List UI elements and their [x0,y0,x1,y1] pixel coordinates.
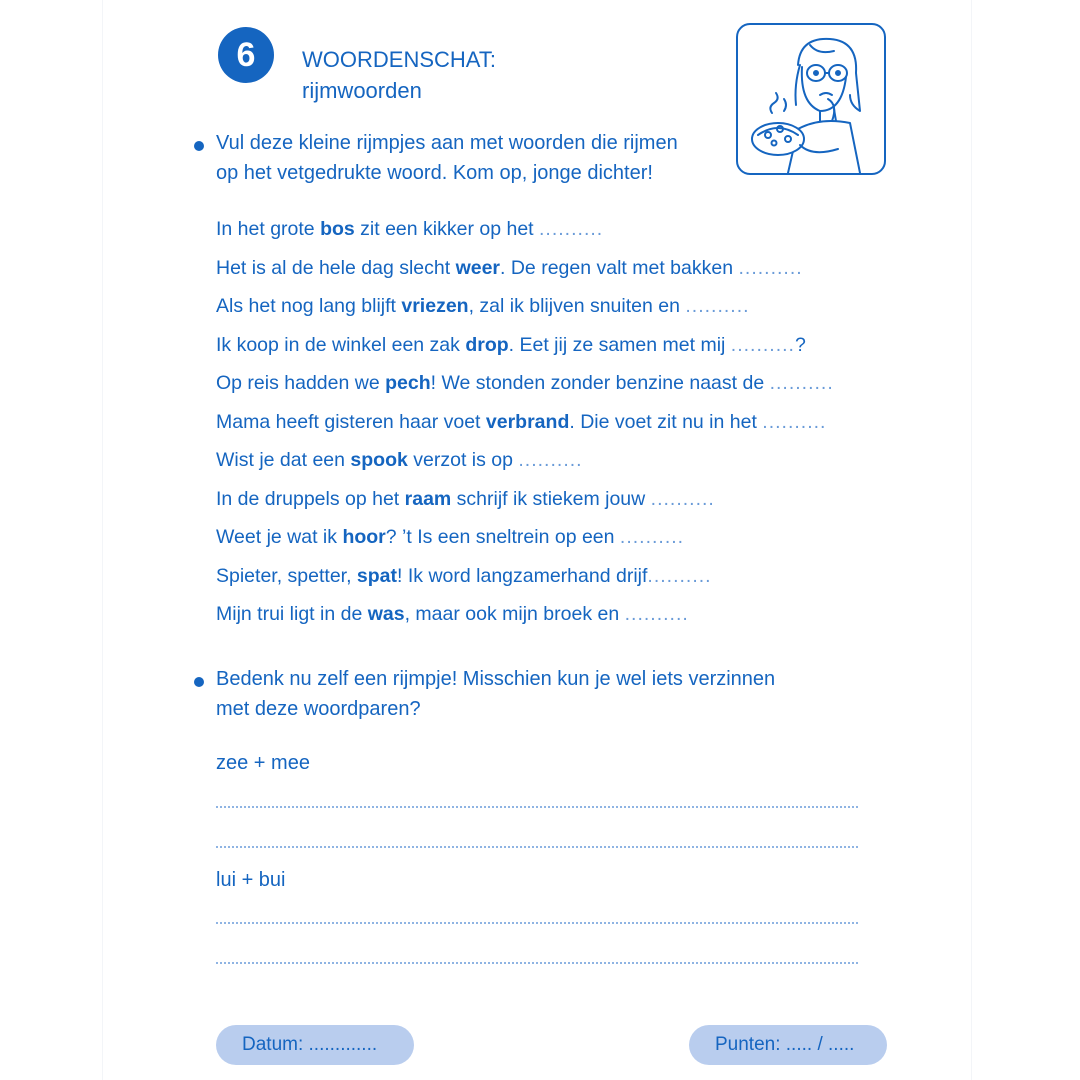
sentence-text: Wist je dat een [216,449,351,471]
sentence-row [216,287,896,326]
answer-blank[interactable]: .......... [647,564,712,587]
instruction-1-line-2: op het vetgedrukte woord. Kom op, jonge dichter! [216,162,653,184]
rhyme-word: vriezen [401,295,469,317]
sentence-row [216,595,896,634]
sentence-text: Op reis hadden we [216,372,386,394]
sentence-text: Spieter, spetter, [216,564,357,587]
sentence-row [216,364,896,403]
answer-blank[interactable]: .......... [762,410,827,433]
rhyme-word: spook [350,449,408,471]
score-field[interactable]: Punten: ..... / ..... [689,1025,887,1065]
answer-blank[interactable]: .......... [769,372,834,394]
girl-thinking-icon [738,25,884,173]
sentence-row [216,249,896,288]
exercise-number-badge: 6 [218,27,274,83]
sentence-text: Als het nog lang blijft [216,295,402,317]
sentence-text: . De regen valt met bakken [500,256,739,279]
word-pair-label: zee + mee [216,752,310,774]
answer-blank[interactable]: .......... [650,487,715,510]
sentence-text: In het grote [216,218,321,240]
sentence-text: verzot is op [407,449,519,471]
sentence-row [216,557,896,596]
answer-blank[interactable]: .......... [685,295,750,317]
answer-blank[interactable]: .......... [619,526,685,548]
sentence-text: Het is al de hele dag slecht [216,256,456,279]
sentence-text: ! Ik word langzamerhand drijf [397,564,648,587]
sentence-list [216,210,896,634]
sentence-row [216,326,896,365]
sentence-text: In de druppels op het [216,487,405,510]
sentence-text: schrijf ik stiekem jouw [451,487,651,510]
instruction-2 [216,664,775,724]
instruction-2-line-2: met deze woordparen? [216,698,421,720]
rhyme-word: bos [320,218,355,240]
sentence-row [216,403,896,442]
word-pair-label: lui + bui [216,869,286,891]
sentence-text: ? ’t Is een sneltrein op een [385,526,620,548]
bullet-icon [194,677,204,687]
answer-blank[interactable]: .......... [624,603,689,625]
sentence-text: Weet je wat ik [216,526,343,548]
sentence-text: , maar ook mijn broek en [404,603,625,625]
answer-blank[interactable]: .......... [738,256,803,279]
answer-line[interactable] [216,922,858,924]
rhyme-word: verbrand [485,410,570,433]
instruction-1-line-1: Vul deze kleine rijmpjes aan met woorden die rijmen [216,132,678,154]
bullet-icon [194,141,204,151]
sentence-end: ? [794,333,806,356]
sentence-text: Mijn trui ligt in de [216,603,368,625]
exercise-subtitle: rijmwoorden [302,78,422,103]
sentence-row [216,441,896,480]
answer-line[interactable] [216,962,858,964]
answer-line[interactable] [216,846,858,848]
sentence-text: Ik koop in de winkel een zak [216,333,466,356]
instruction-2-line-1: Bedenk nu zelf een rijmpje! Misschien kun je wel iets verzinnen [216,668,776,690]
rhyme-word: was [367,603,405,625]
sentence-text: ! We stonden zonder benzine naast de [430,372,770,394]
sentence-text: zit een kikker op het [354,218,540,240]
answer-blank[interactable]: .......... [518,449,583,471]
sentence-row [216,480,896,519]
answer-line[interactable] [216,806,858,808]
girl-illustration [736,23,886,175]
instruction-1 [216,128,678,188]
sentence-text: . Die voet zit nu in het [569,410,763,433]
date-field[interactable]: Datum: ............. [216,1025,414,1065]
answer-blank[interactable]: .......... [730,333,795,356]
rhyme-word: raam [404,487,452,510]
sentence-row [216,210,896,249]
sentence-row [216,518,896,557]
exercise-title: WOORDENSCHAT: [302,47,496,72]
rhyme-word: drop [465,333,509,356]
sentence-text: Mama heeft gisteren haar voet [216,410,486,433]
rhyme-word: spat [356,564,398,587]
rhyme-word: pech [385,372,431,394]
rhyme-word: weer [455,256,501,279]
rhyme-word: hoor [342,526,386,548]
answer-blank[interactable]: .......... [539,218,604,240]
sentence-text: , zal ik blijven snuiten en [468,295,686,317]
sentence-text: . Eet jij ze samen met mij [508,333,731,356]
